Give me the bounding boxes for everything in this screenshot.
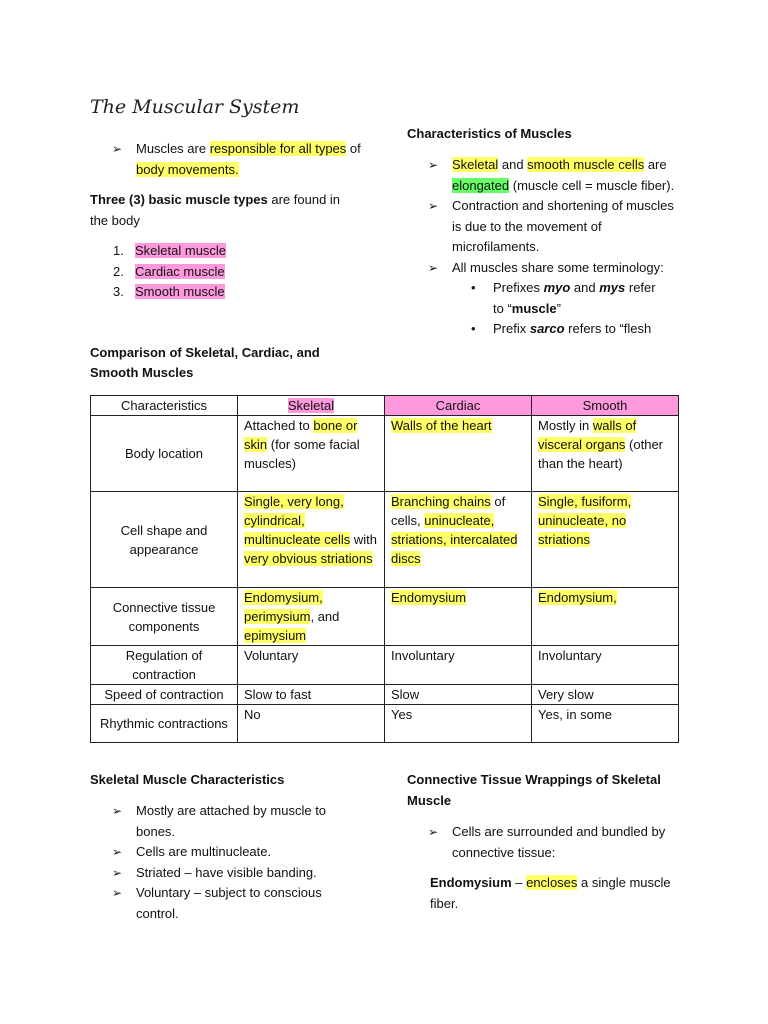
table-row (91, 685, 679, 705)
list-item: • Prefixes myo and mys refer to “muscle” (471, 280, 656, 316)
table-row (91, 492, 679, 588)
row-label: Cell shape and appearance (91, 492, 238, 588)
column-header: Characteristics (91, 396, 238, 416)
table-cell: Slow (385, 685, 532, 705)
table-cell: Single, fusiform, uninucleate, no striations (532, 492, 679, 588)
list-item: ➢ All muscles share some terminology: • Prefixes myo and mys refer to “muscle” • Prefix sarco refers to “flesh (426, 258, 686, 340)
comparison-heading: Comparison of Skeletal, Cardiac, and Smooth Muscles (90, 345, 320, 380)
table-cell: Endomysium (385, 588, 532, 646)
wrappings-list (426, 822, 686, 863)
list-item: 2. Cardiac muscle (113, 263, 225, 279)
table-cell: Yes, in some (532, 705, 679, 743)
table-cell: Single, very long, cylindrical, multinucleate cells with very obvious striations (238, 492, 385, 588)
list-item: ➢ Mostly are attached by muscle to bones. (112, 803, 327, 839)
row-label: Connective tissue components (91, 588, 238, 646)
table-cell: Yes (385, 705, 532, 743)
arrow-bullet-icon: ➢ (112, 804, 123, 818)
table-cell: Endomysium, perimysium, and epimysium (238, 588, 385, 646)
row-label: Rhythmic contractions (91, 705, 238, 743)
table-cell: No (238, 705, 385, 743)
column-header: Cardiac (385, 396, 532, 416)
table-cell: Very slow (532, 685, 679, 705)
table-cell: Involuntary (532, 646, 679, 685)
list-item: • Prefix sarco refers to “flesh (471, 319, 666, 340)
row-label: Regulation of contraction (91, 646, 238, 685)
table-row (91, 646, 679, 685)
table-cell: Voluntary (238, 646, 385, 685)
arrow-bullet-icon: ➢ (428, 825, 439, 839)
table-row (91, 416, 679, 492)
arrow-bullet-icon: ➢ (112, 142, 123, 156)
endomysium-definition: Endomysium – encloses a single muscle fiber. (430, 875, 671, 911)
characteristics-list (426, 155, 686, 340)
row-label: Speed of contraction (91, 685, 238, 705)
list-item: ➢ Skeletal and smooth muscle cells are elongated (muscle cell = muscle fiber). (428, 157, 675, 193)
list-item: ➢ Cells are surrounded and bundled by connective tissue: (428, 824, 666, 860)
basic-types-list (113, 241, 226, 303)
dot-bullet-icon: • (471, 280, 476, 295)
arrow-bullet-icon: ➢ (112, 865, 123, 880)
terminology-list (471, 278, 666, 340)
list-item: ➢ Contraction and shortening of muscles is due to the movement of microfilaments. (428, 198, 674, 254)
table-cell: Involuntary (385, 646, 532, 685)
list-item: 1. Skeletal muscle (113, 243, 227, 258)
table-row (91, 705, 679, 743)
table-cell: Attached to bone or skin (for some facial muscles) (238, 416, 385, 492)
intro-list (110, 139, 380, 180)
wrappings-heading: Connective Tissue Wrappings of Skeletal Muscle (407, 772, 661, 808)
arrow-bullet-icon: ➢ (428, 158, 439, 172)
dot-bullet-icon: • (471, 321, 476, 336)
arrow-bullet-icon: ➢ (428, 199, 439, 213)
table-header-row (91, 396, 679, 416)
table-cell: Branching chains of cells, uninucleate, striations, intercalated discs (385, 492, 532, 588)
comparison-table (90, 395, 679, 743)
list-item: ➢ Voluntary – subject to conscious control. (112, 885, 322, 921)
list-item: ➢ Striated – have visible banding. (110, 863, 360, 884)
table-row (91, 588, 679, 646)
arrow-bullet-icon: ➢ (112, 886, 123, 900)
arrow-bullet-icon: ➢ (428, 260, 439, 275)
table-cell: Endomysium, (532, 588, 679, 646)
list-item: ➢ Muscles are responsible for all types of body movements. (112, 141, 361, 177)
list-item: 3. Smooth muscle (113, 284, 225, 299)
table-cell: Slow to fast (238, 685, 385, 705)
table-cell: Mostly in walls of visceral organs (other than the heart) (532, 416, 679, 492)
characteristics-heading: Characteristics of Muscles (407, 126, 572, 141)
column-header: Smooth (532, 396, 679, 416)
row-label: Body location (91, 416, 238, 492)
column-header: Skeletal (238, 396, 385, 416)
skeletal-heading: Skeletal Muscle Characteristics (90, 772, 285, 787)
page-title: The Muscular System (90, 96, 300, 118)
list-item: ➢ Cells are multinucleate. (110, 842, 360, 863)
basic-types-paragraph: Three (3) basic muscle types are found in the body (90, 192, 341, 228)
arrow-bullet-icon: ➢ (112, 845, 123, 859)
table-cell: Walls of the heart (385, 416, 532, 492)
skeletal-list (110, 801, 360, 924)
